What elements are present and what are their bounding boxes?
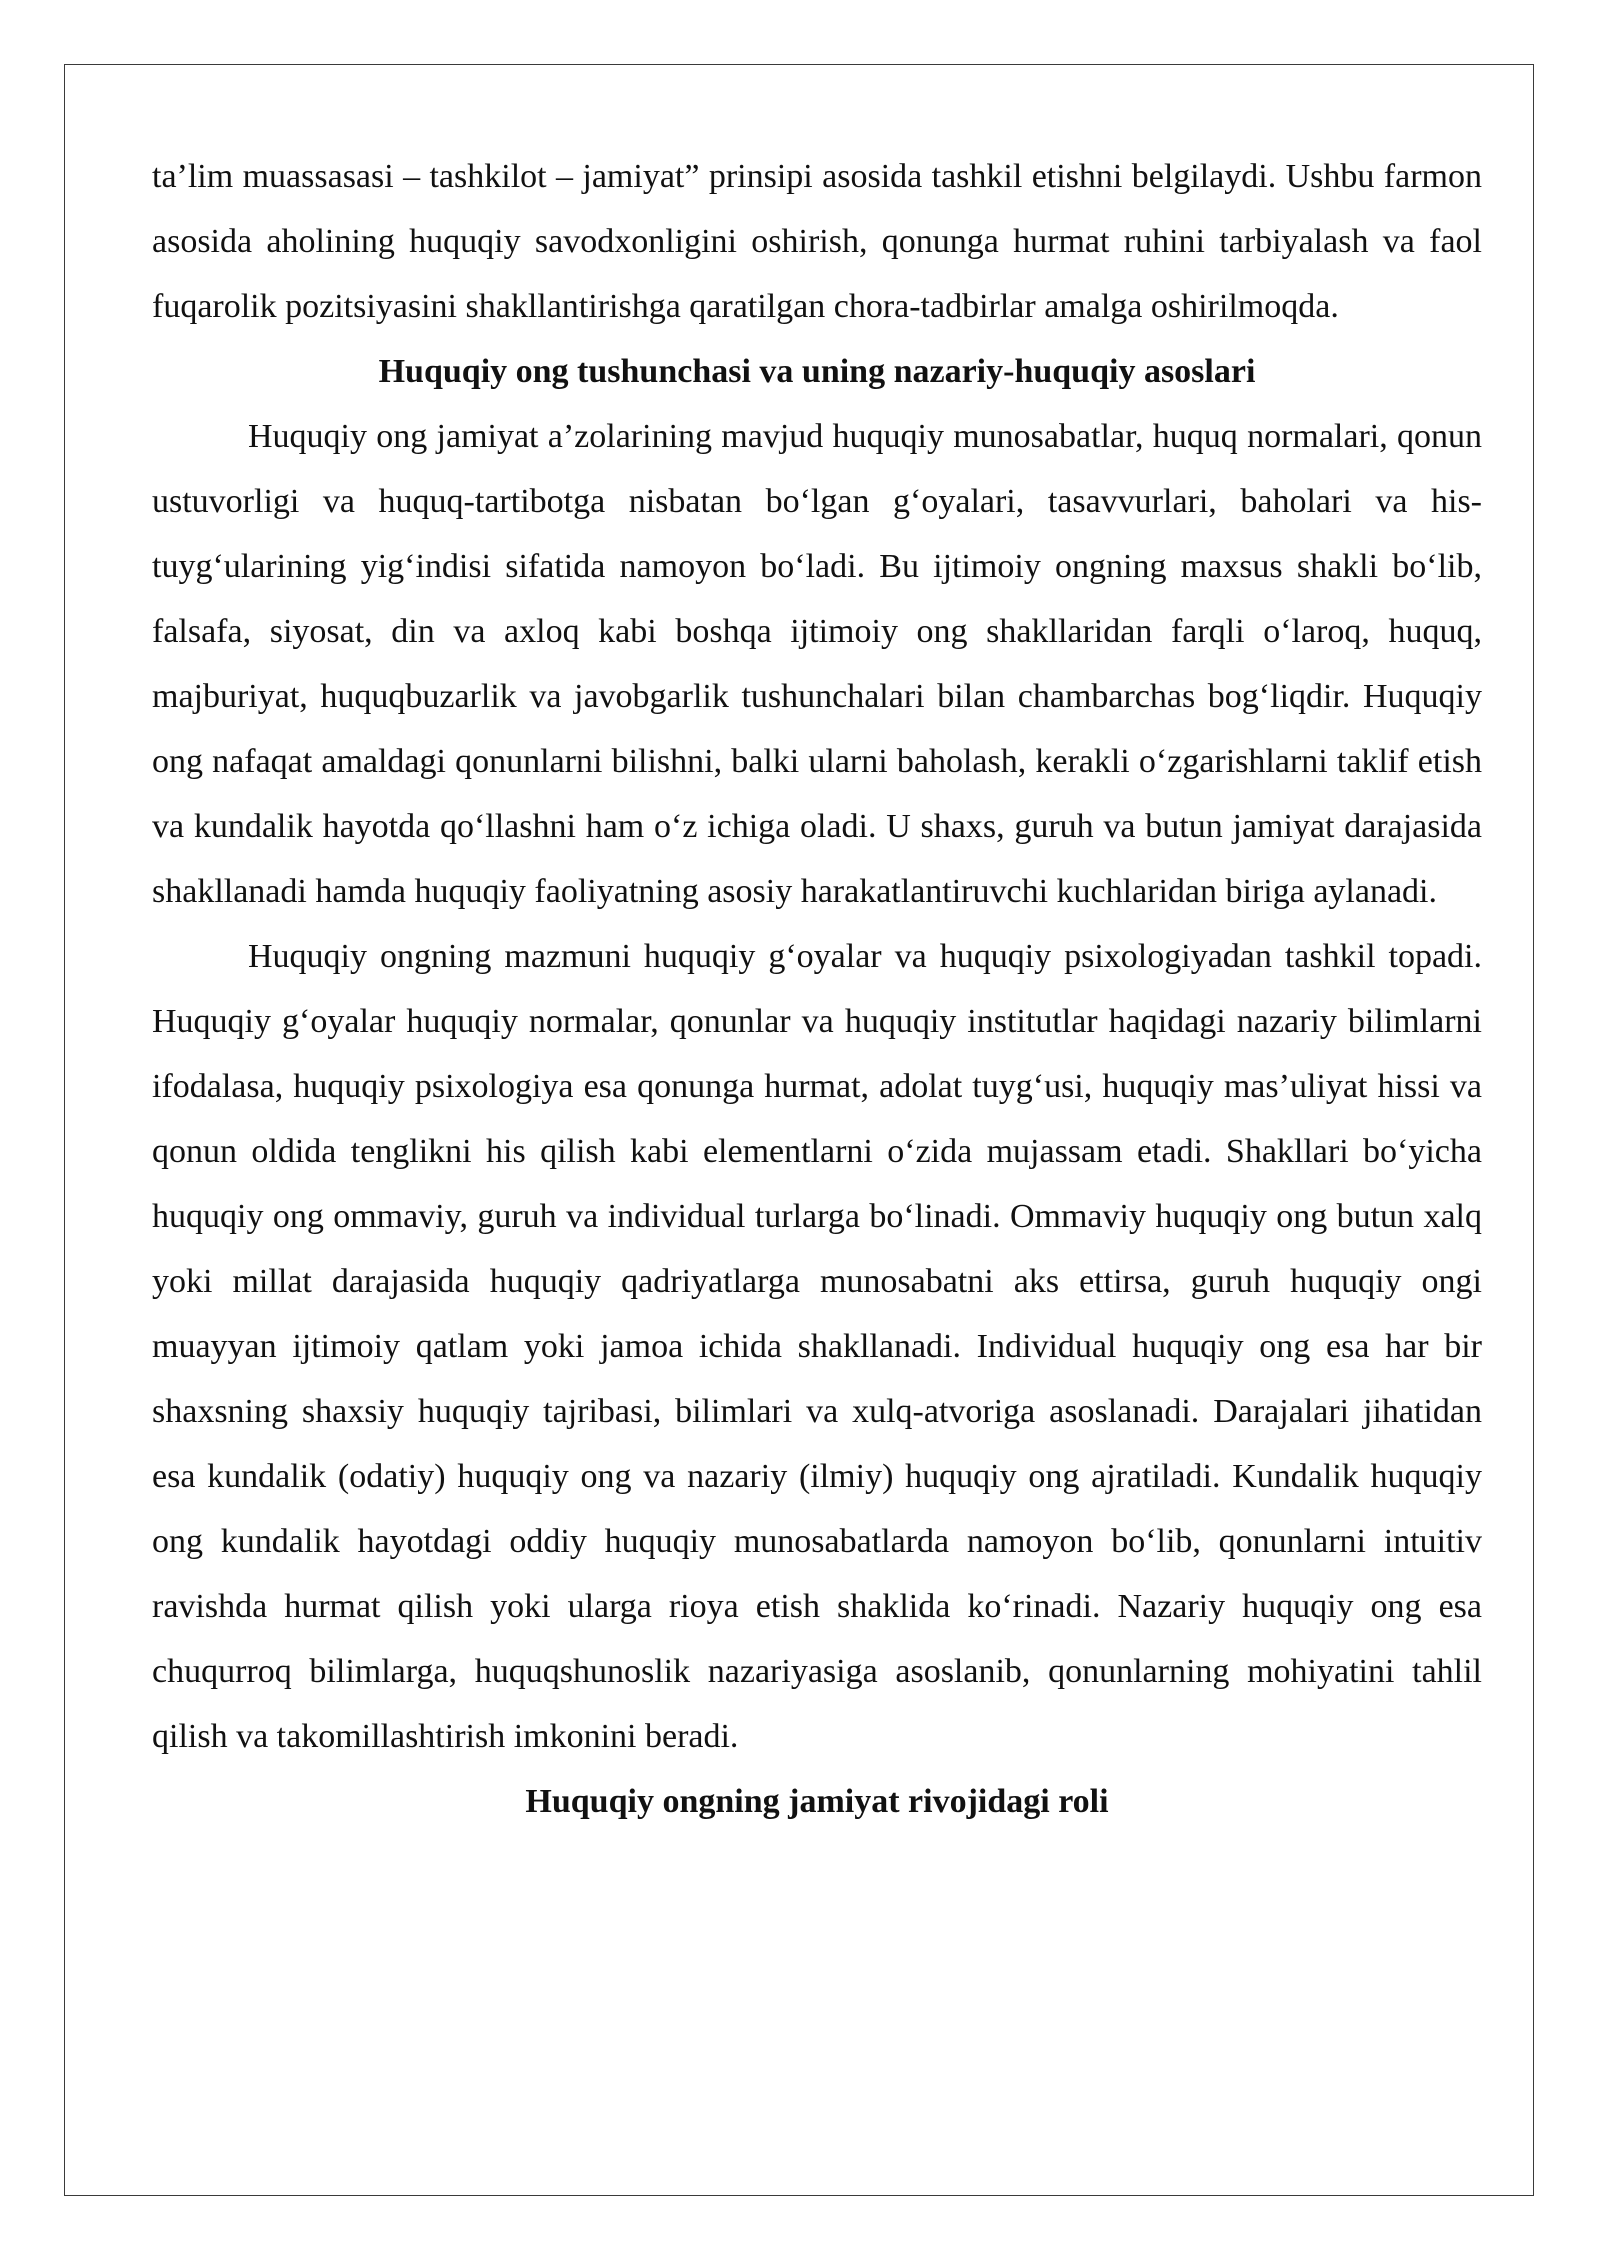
section-heading-legal-consciousness: Huquqiy ong tushunchasi va uning nazariy-huquqiy asoslari [378,353,1256,390]
paragraph-intro: ta’lim muassasasi – tashkilot – jamiyat” prinsipi asosida tashkil etishni belgilaydi. Ushbu farmon asosida aholining huquqiy savodxonligini oshirish, qonunga hurmat ruhini tarbiyalash va faol fuqarolik pozitsiyasini shakllantirishga qaratilgan chora-tadbirlar amalga oshirilmoqda. [152,158,1482,325]
paragraph-content-forms: Huquqiy ongning mazmuni huquqiy g‘oyalar va huquqiy psixologiyadan tashkil topadi. Huquqiy g‘oyalar huquqiy normalar, qonunlar va huquqiy institutlar haqidagi nazariy bilimlarni ifodalasa, huquqiy psixologiya esa qonunga hurmat, adolat tuyg‘usi, huquqiy mas’uliyat hissi va qonun oldida tenglikni his qilish kabi elementlarni o‘zida mujassam etadi. Shakllari bo‘yicha huquqiy ong ommaviy, guruh va individual turlarga bo‘linadi. Ommaviy huquqiy ong butun xalq yoki millat darajasida huquqiy qadriyatlarga munosabatni aks ettirsa, guruh huquqiy ongi muayyan ijtimoiy qatlam yoki jamoa ichida shakllanadi. Individual huquqiy ong esa har bir shaxsning shaxsiy huquqiy tajribasi, bilimlari va xulq-atvoriga asoslanadi. Darajalari jihatidan esa kundalik (odatiy) huquqiy ong va nazariy (ilmiy) huquqiy ong ajratiladi. Kundalik huquqiy ong kundalik hayotdagi oddiy huquqiy munosabatlarda namoyon bo‘lib, qonunlarni intuitiv ravishda hurmat qilish yoki ularga rioya etish shaklida ko‘rinadi. Nazariy huquqiy ong esa chuqurroq bilimlarga, huquqshunoslik nazariyasiga asoslanib, qonunlarning mohiyatini tahlil qilish va takomillashtirish imkonini beradi. [152,938,1482,1755]
section-heading-role-in-society: Huquqiy ongning jamiyat rivojidagi roli [525,1783,1109,1820]
paragraph-definition: Huquqiy ong jamiyat a’zolarining mavjud huquqiy munosabatlar, huquq normalari, qonun ustuvorligi va huquq-tartibotga nisbatan bo‘lgan g‘oyalari, tasavvurlari, baholari va his-tuyg‘ularining yig‘indisi sifatida namoyon bo‘ladi. Bu ijtimoiy ongning maxsus shakli bo‘lib, falsafa, siyosat, din va axloq kabi boshqa ijtimoiy ong shakllaridan farqli o‘laroq, huquq, majburiyat, huquqbuzarlik va javobgarlik tushunchalari bilan chambarchas bog‘liqdir. Huquqiy ong nafaqat amaldagi qonunlarni bilishni, balki ularni baholash, kerakli o‘zgarishlarni taklif etish va kundalik hayotda qo‘llashni ham o‘z ichiga oladi. U shaxs, guruh va butun jamiyat darajasida shakllanadi hamda huquqiy faoliyatning asosiy harakatlantiruvchi kuchlaridan biriga aylanadi. [152,418,1482,910]
document-body [152,144,1482,1834]
